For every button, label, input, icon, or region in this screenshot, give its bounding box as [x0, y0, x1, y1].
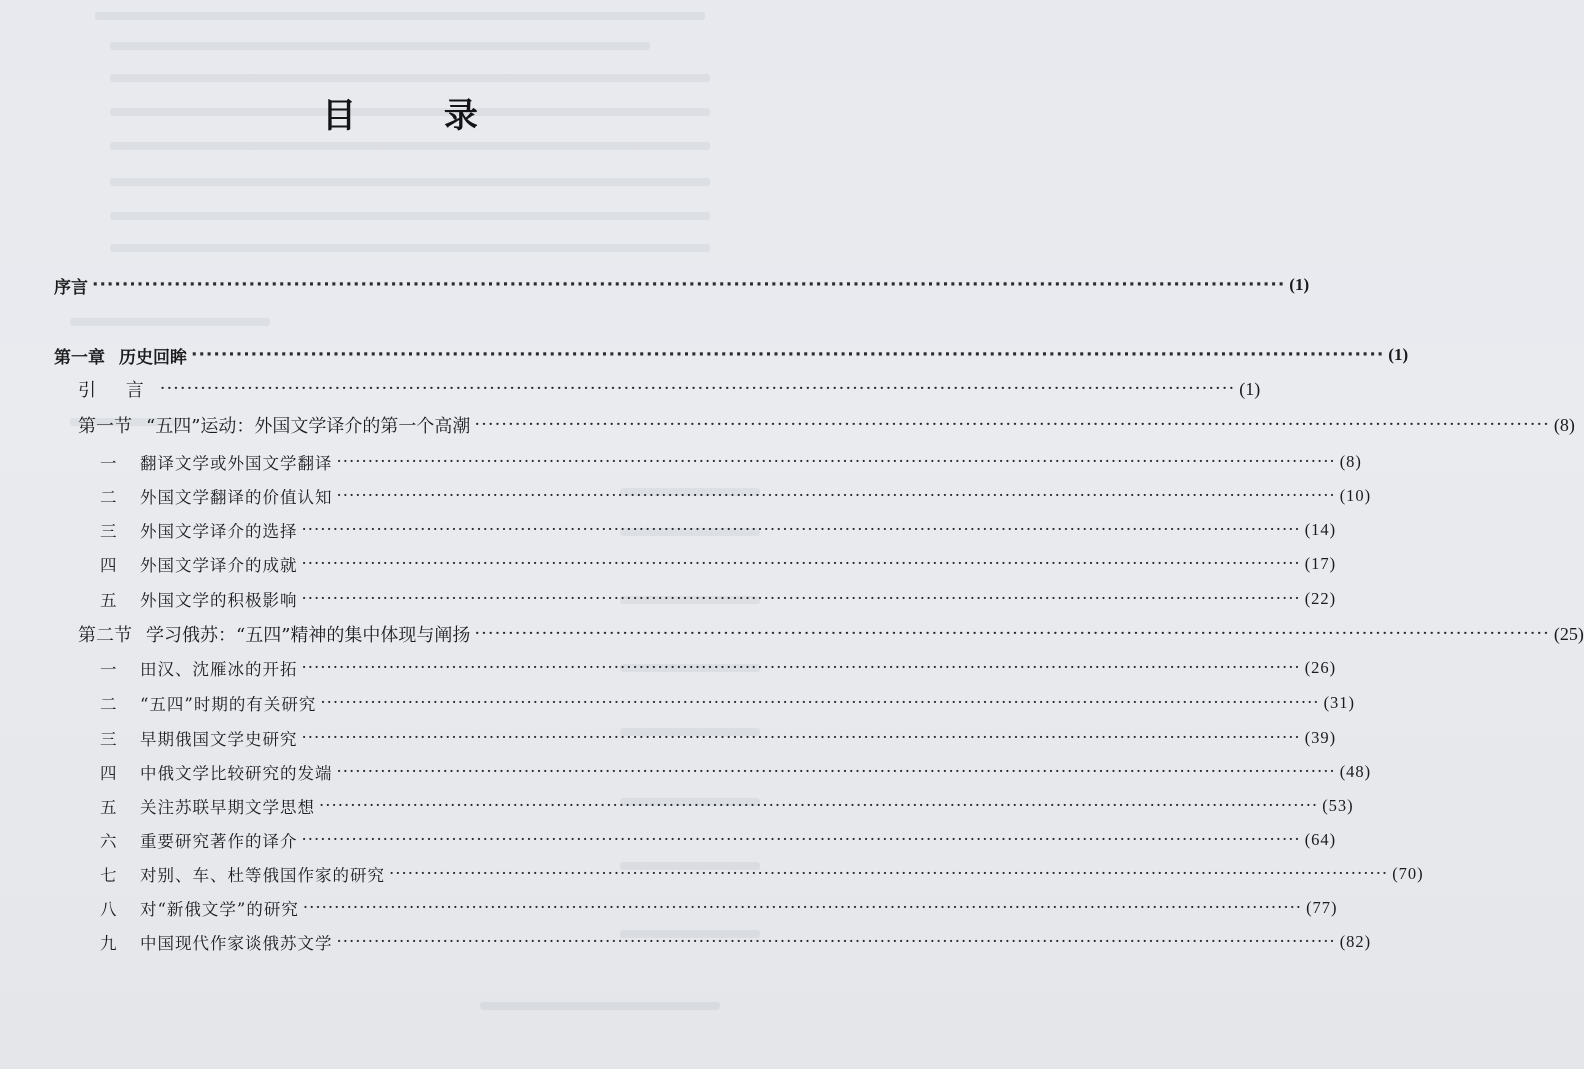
toc-label: 田汉、沈雁冰的开拓: [140, 660, 298, 679]
toc-item-number: 一: [100, 660, 118, 679]
toc-page-number: (39): [1304, 728, 1337, 747]
toc-page-number: (1): [1239, 378, 1261, 399]
toc-item-number: 八: [100, 900, 118, 919]
toc-entry-section-2-item-2[interactable]: [100, 689, 1356, 717]
dot-leader: ································································································································································: [302, 898, 1303, 917]
toc-item-number: 四: [100, 556, 118, 575]
toc-entry-section-2-item-8[interactable]: [100, 894, 1338, 922]
toc-item-number: 九: [100, 934, 118, 953]
toc-label: 引 言: [78, 380, 156, 401]
toc-label: 外国文学翻译的价值认知: [140, 488, 333, 507]
toc-page-number: (10): [1339, 486, 1372, 505]
toc-item-number: 三: [100, 522, 118, 541]
toc-page-number: (64): [1304, 830, 1337, 849]
toc-label: 外国文学的积极影响: [140, 591, 298, 610]
dot-leader: ································································································································································: [159, 378, 1236, 399]
toc-page-number: (1): [1289, 275, 1310, 294]
toc-label: 中国现代作家谈俄苏文学: [140, 934, 333, 953]
toc-label: 对“新俄文学”的研究: [140, 900, 299, 919]
dot-leader: ································································································································································: [191, 345, 1385, 365]
toc-chapter-number: 第一章: [54, 347, 105, 368]
toc-label: 外国文学译介的选择: [140, 522, 298, 541]
dot-leader: ································································································································································: [336, 452, 1336, 471]
toc-item-number: 一: [100, 454, 118, 473]
toc-item-number: 二: [100, 488, 118, 507]
toc-entry-section-1-item-5[interactable]: [100, 585, 1337, 613]
toc-label: 关注苏联早期文学思想: [140, 798, 315, 817]
toc-entry-preface[interactable]: [54, 271, 1310, 299]
toc-page-number: (17): [1304, 554, 1337, 573]
toc-item-number: 三: [100, 730, 118, 749]
toc-label: 对别、车、杜等俄国作家的研究: [140, 866, 385, 885]
dot-leader: ································································································································································: [301, 728, 1301, 747]
toc-page-number: (14): [1304, 520, 1337, 539]
toc-entry-section-1-item-1[interactable]: [100, 448, 1362, 476]
toc-item-number: 七: [100, 866, 118, 885]
toc-label: “五四”运动：外国文学译介的第一个高潮: [146, 416, 471, 437]
dot-leader: ································································································································································: [336, 762, 1336, 781]
dot-leader: ································································································································································: [389, 864, 1389, 883]
toc-label: “五四”时期的有关研究: [140, 695, 317, 714]
toc-page-number: (31): [1323, 693, 1356, 712]
toc-page-number: (53): [1322, 796, 1354, 815]
toc-page-number: (48): [1339, 762, 1372, 781]
toc-entry-section-2-item-3[interactable]: [100, 724, 1337, 752]
dot-leader: ································································································································································: [301, 554, 1301, 573]
toc-entry-section-2-item-5[interactable]: [100, 792, 1354, 820]
toc-page-number: (25): [1553, 623, 1584, 644]
dot-leader: ································································································································································: [301, 658, 1301, 677]
toc-page-number: (70): [1392, 864, 1424, 883]
dot-leader: ································································································································································: [336, 932, 1336, 951]
dot-leader: ································································································································································: [319, 796, 1319, 815]
toc-page-number: (8): [1553, 414, 1575, 435]
dot-leader: ································································································································································: [336, 486, 1336, 505]
dot-leader: ································································································································································: [320, 693, 1320, 712]
toc-label: 外国文学译介的成就: [140, 556, 298, 575]
toc-section-number: 第一节: [78, 416, 132, 437]
dot-leader: ································································································································································: [301, 589, 1301, 608]
toc-label: 序言: [54, 277, 88, 298]
toc-entry-chapter-1[interactable]: [54, 341, 1409, 369]
toc-entry-section-2-item-7[interactable]: [100, 860, 1424, 888]
dot-leader: ································································································································································: [474, 414, 1550, 435]
toc-page-number: (22): [1304, 589, 1337, 608]
toc-page-number: (26): [1304, 658, 1337, 677]
toc-page-number: (8): [1339, 452, 1362, 471]
toc-entry-section-2[interactable]: [78, 620, 1584, 648]
toc-entry-section-2-item-9[interactable]: [100, 928, 1372, 956]
toc-entry-section-1-item-3[interactable]: [100, 516, 1337, 544]
toc-page-number: (82): [1339, 932, 1372, 951]
toc-entry-section-1[interactable]: [78, 411, 1575, 439]
toc-item-number: 六: [100, 832, 118, 851]
toc-label: 翻译文学或外国文学翻译: [140, 454, 333, 473]
toc-entry-section-2-item-6[interactable]: [100, 826, 1337, 854]
toc-label: 历史回眸: [119, 347, 187, 368]
toc-label: 中俄文学比较研究的发端: [140, 764, 333, 783]
toc-section-number: 第二节: [78, 625, 132, 646]
dot-leader: ································································································································································: [92, 275, 1286, 295]
toc-label: 早期俄国文学史研究: [140, 730, 298, 749]
toc-entry-intro[interactable]: [78, 375, 1261, 403]
toc-page-number: (77): [1306, 898, 1338, 917]
dot-leader: ································································································································································: [474, 623, 1550, 644]
toc-entry-section-2-item-1[interactable]: [100, 654, 1337, 682]
toc-item-number: 二: [100, 695, 118, 714]
page-title: 目 录: [322, 96, 516, 136]
toc-item-number: 五: [100, 798, 118, 817]
dot-leader: ································································································································································: [301, 830, 1301, 849]
dot-leader: ································································································································································: [301, 520, 1301, 539]
toc-entry-section-2-item-4[interactable]: [100, 758, 1372, 786]
toc-item-number: 五: [100, 591, 118, 610]
toc-label: 重要研究著作的译介: [140, 832, 298, 851]
toc-item-number: 四: [100, 764, 118, 783]
toc-entry-section-1-item-2[interactable]: [100, 482, 1372, 510]
toc-page-number: (1): [1388, 345, 1409, 364]
toc-entry-section-1-item-4[interactable]: [100, 550, 1337, 578]
toc-label: 学习俄苏：“五四”精神的集中体现与阐扬: [146, 625, 471, 646]
